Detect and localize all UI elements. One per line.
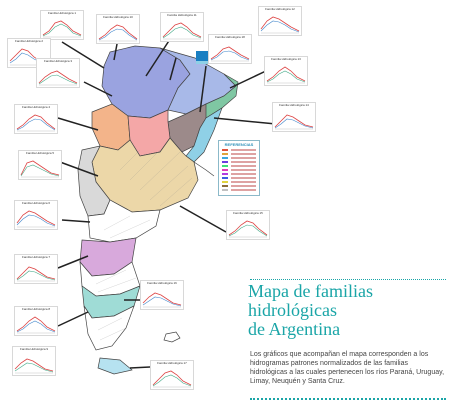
minichart-4 bbox=[14, 104, 58, 134]
minichart-title: Familia Hidrológica 12 bbox=[265, 8, 295, 11]
minichart-title: Familia Hidrológica 8 bbox=[21, 308, 50, 311]
references-title: REFERENCIAS bbox=[224, 142, 254, 147]
minichart-9 bbox=[12, 346, 56, 376]
minichart-title: Familia Hidrológica 9 bbox=[19, 348, 48, 351]
minichart-title: Familia Hidrológica 3 bbox=[43, 60, 72, 63]
description: Los gráficos que acompañan el mapa corresponden a los hidrogramas patrones normalizados de las familias hidrológicas a las cuales pertenecen los ríos Paraná, Uruguay, Limay, Neuquén y Santa Cruz. bbox=[250, 351, 445, 385]
page-title bbox=[248, 282, 448, 339]
minichart-title: Familia Hidrológica 14 bbox=[279, 104, 309, 107]
minichart-title: Familia Hidrológica 16 bbox=[147, 282, 177, 285]
minichart-11 bbox=[160, 12, 204, 42]
bottom-rule bbox=[250, 398, 446, 400]
minichart-8 bbox=[14, 306, 58, 336]
minichart-title: Familia Hidrológica 4 bbox=[21, 106, 50, 109]
region-malvinas bbox=[164, 332, 180, 342]
minichart-title: Familia Hidrológica 7 bbox=[21, 256, 50, 259]
minichart-6 bbox=[14, 200, 58, 230]
title-rule bbox=[250, 279, 446, 280]
minichart-title: Familia Hidrológica 5 bbox=[25, 152, 54, 155]
minichart-13 bbox=[264, 56, 308, 86]
minichart-title: Familia Hidrológica 17 bbox=[157, 362, 187, 365]
title-line-2: hidrológicas bbox=[248, 300, 337, 320]
minichart-title: Familia Hidrológica 2 bbox=[14, 40, 43, 43]
minichart-title: Familia Hidrológica 18 bbox=[215, 36, 245, 39]
title-line-3: de Argentina bbox=[248, 319, 341, 339]
minichart-title: Familia Hidrológica 6 bbox=[21, 202, 50, 205]
minichart-title: Familia Hidrológica 15 bbox=[233, 212, 263, 215]
minichart-3 bbox=[36, 58, 80, 88]
minichart-title: Familia Hidrológica 11 bbox=[167, 14, 197, 17]
minichart-14 bbox=[272, 102, 316, 132]
minichart-16 bbox=[140, 280, 184, 310]
title-line-1: Mapa de familias bbox=[248, 281, 373, 301]
references-legend bbox=[218, 140, 260, 196]
minichart-15 bbox=[226, 210, 270, 240]
minichart-17 bbox=[150, 360, 194, 390]
region-tierra-del-fuego bbox=[98, 358, 132, 374]
minichart-7 bbox=[14, 254, 58, 284]
minichart-10 bbox=[96, 14, 140, 44]
minichart-title: Familia Hidrológica 10 bbox=[103, 16, 133, 19]
minichart-12 bbox=[258, 6, 302, 36]
minichart-title: Familia Hidrológica 13 bbox=[271, 58, 301, 61]
minichart-1 bbox=[40, 10, 84, 40]
minichart-5 bbox=[18, 150, 62, 180]
minichart-title: Familia Hidrológica 1 bbox=[47, 12, 76, 15]
minichart-18 bbox=[208, 34, 252, 64]
